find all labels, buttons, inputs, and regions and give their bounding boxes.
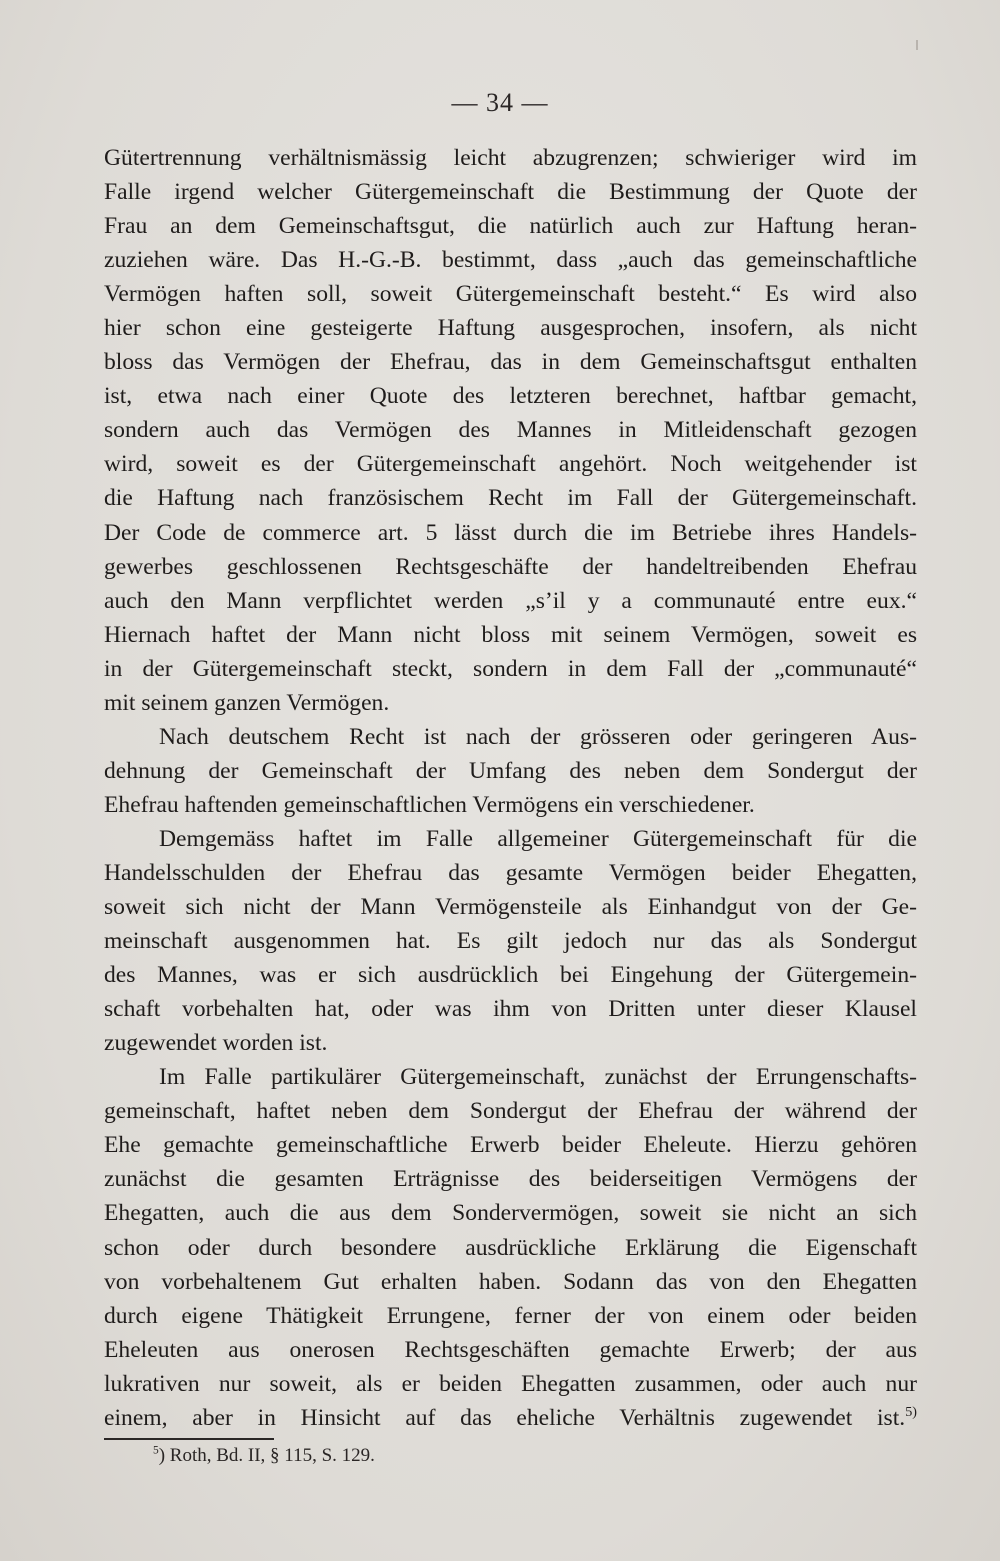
- text-line: durch eigene Thätigkeit Errungene, ferner der von einem oder beiden: [104, 1302, 917, 1329]
- text-line: in der Gütergemeinschaft steckt, sondern in dem Fall der „communauté“: [104, 655, 917, 682]
- text-line: Vermögen haften soll, soweit Gütergemeinschaft besteht.“ Es wird also: [104, 281, 917, 308]
- text-line: Im Falle partikulärer Gütergemeinschaft, zunächst der Errungenschafts-: [159, 1064, 917, 1091]
- text-line: dehnung der Gemeinschaft der Umfang des neben dem Sondergut der: [104, 757, 917, 784]
- text-line: die Haftung nach französischem Recht im Fall der Gütergemeinschaft.: [104, 485, 917, 512]
- text-line: Nach deutschem Recht ist nach der grösseren oder geringeren Aus-: [159, 723, 917, 750]
- text-line: schon oder durch besondere ausdrückliche Erklärung die Eigenschaft: [104, 1234, 917, 1261]
- page-number: — 34 —: [451, 88, 549, 117]
- text-line: wird, soweit es der Gütergemeinschaft angehört. Noch weitgehender ist: [104, 451, 917, 478]
- paragraph-1: [104, 141, 917, 720]
- text-line: zuziehen wäre. Das H.-G.-B. bestimmt, dass „auch das gemeinschaftliche: [104, 247, 917, 274]
- footnote-divider: [104, 1438, 274, 1440]
- paragraph-2: [104, 720, 917, 822]
- text-line: Ehegatten, auch die aus dem Sondervermögen, soweit sie nicht an sich: [104, 1200, 917, 1227]
- text-line: Demgemäss haftet im Falle allgemeiner Gütergemeinschaft für die: [159, 825, 917, 852]
- text-line: schaft vorbehalten hat, oder was ihm von Dritten unter dieser Klausel: [104, 996, 917, 1023]
- text-line: zunächst die gesamten Erträgnisse des beiderseitigen Vermögens der: [104, 1166, 917, 1193]
- text-line: Frau an dem Gemeinschaftsgut, die natürlich auch zur Haftung heran-: [104, 213, 917, 240]
- text-line: Falle irgend welcher Gütergemeinschaft die Bestimmung der Quote der: [104, 179, 917, 206]
- text-line: hier schon eine gesteigerte Haftung ausgesprochen, insofern, als nicht: [104, 315, 917, 342]
- scan-mark: [916, 40, 918, 50]
- paragraph-3: [104, 822, 917, 1060]
- text-line: Eheleuten aus onerosen Rechtsgeschäften gemachte Erwerb; der aus: [104, 1336, 917, 1363]
- text-line: meinschaft ausgenommen hat. Es gilt jedoch nur das als Sondergut: [104, 928, 917, 955]
- paragraph-4: [104, 1060, 917, 1435]
- text-line: auch den Mann verpflichtet werden „s’il y a communauté entre eux.“: [104, 587, 917, 614]
- body-text: [104, 141, 917, 1435]
- text-line: lukrativen nur soweit, als er beiden Ehegatten zusammen, oder auch nur: [104, 1370, 917, 1397]
- text-line: zugewendet worden ist.: [104, 1030, 328, 1057]
- text-line: bloss das Vermögen der Ehefrau, das in dem Gemeinschaftsgut enthalten: [104, 349, 917, 376]
- text-line: mit seinem ganzen Vermögen.: [104, 689, 390, 716]
- text-line: sondern auch das Vermögen des Mannes in Mitleidenschaft gezogen: [104, 417, 917, 444]
- footnote-marker: 5: [153, 1444, 159, 1457]
- text-line: Der Code de commerce art. 5 lässt durch die im Betriebe ihres Handels-: [104, 519, 917, 546]
- text-line: Gütertrennung verhältnismässig leicht abzugrenzen; schwieriger wird im: [104, 145, 917, 171]
- text-line: ist, etwa nach einer Quote des letzteren berechnet, haftbar gemacht,: [104, 383, 917, 410]
- text-line: von vorbehaltenem Gut erhalten haben. Sodann das von den Ehegatten: [104, 1268, 917, 1295]
- text-line: Ehe gemachte gemeinschaftliche Erwerb beider Eheleute. Hierzu gehören: [104, 1132, 917, 1159]
- text-line: Hiernach haftet der Mann nicht bloss mit seinem Vermögen, soweit es: [104, 621, 917, 648]
- text-line: des Mannes, was er sich ausdrücklich bei Eingehung der Gütergemein-: [104, 962, 917, 989]
- text-line-content: einem, aber in Hinsicht auf das eheliche Verhältnis zugewendet ist.: [104, 1404, 906, 1431]
- text-line: Ehefrau haftenden gemeinschaftlichen Vermögens ein verschiedener.: [104, 791, 755, 818]
- text-line: gemeinschaft, haftet neben dem Sondergut der Ehefrau der während der: [104, 1098, 917, 1125]
- text-line-last: [104, 1401, 917, 1435]
- footnote: [153, 1444, 375, 1468]
- text-line: gewerbes geschlossenen Rechtsgeschäfte der handeltreibenden Ehefrau: [104, 553, 917, 580]
- text-line: Handelsschulden der Ehefrau das gesamte Vermögen beider Ehegatten,: [104, 859, 917, 886]
- footnote-reference: 5): [905, 1403, 917, 1420]
- text-line: soweit sich nicht der Mann Vermögensteile als Einhandgut von der Ge-: [104, 894, 917, 921]
- footnote-text: ) Roth, Bd. II, § 115, S. 129.: [158, 1445, 375, 1466]
